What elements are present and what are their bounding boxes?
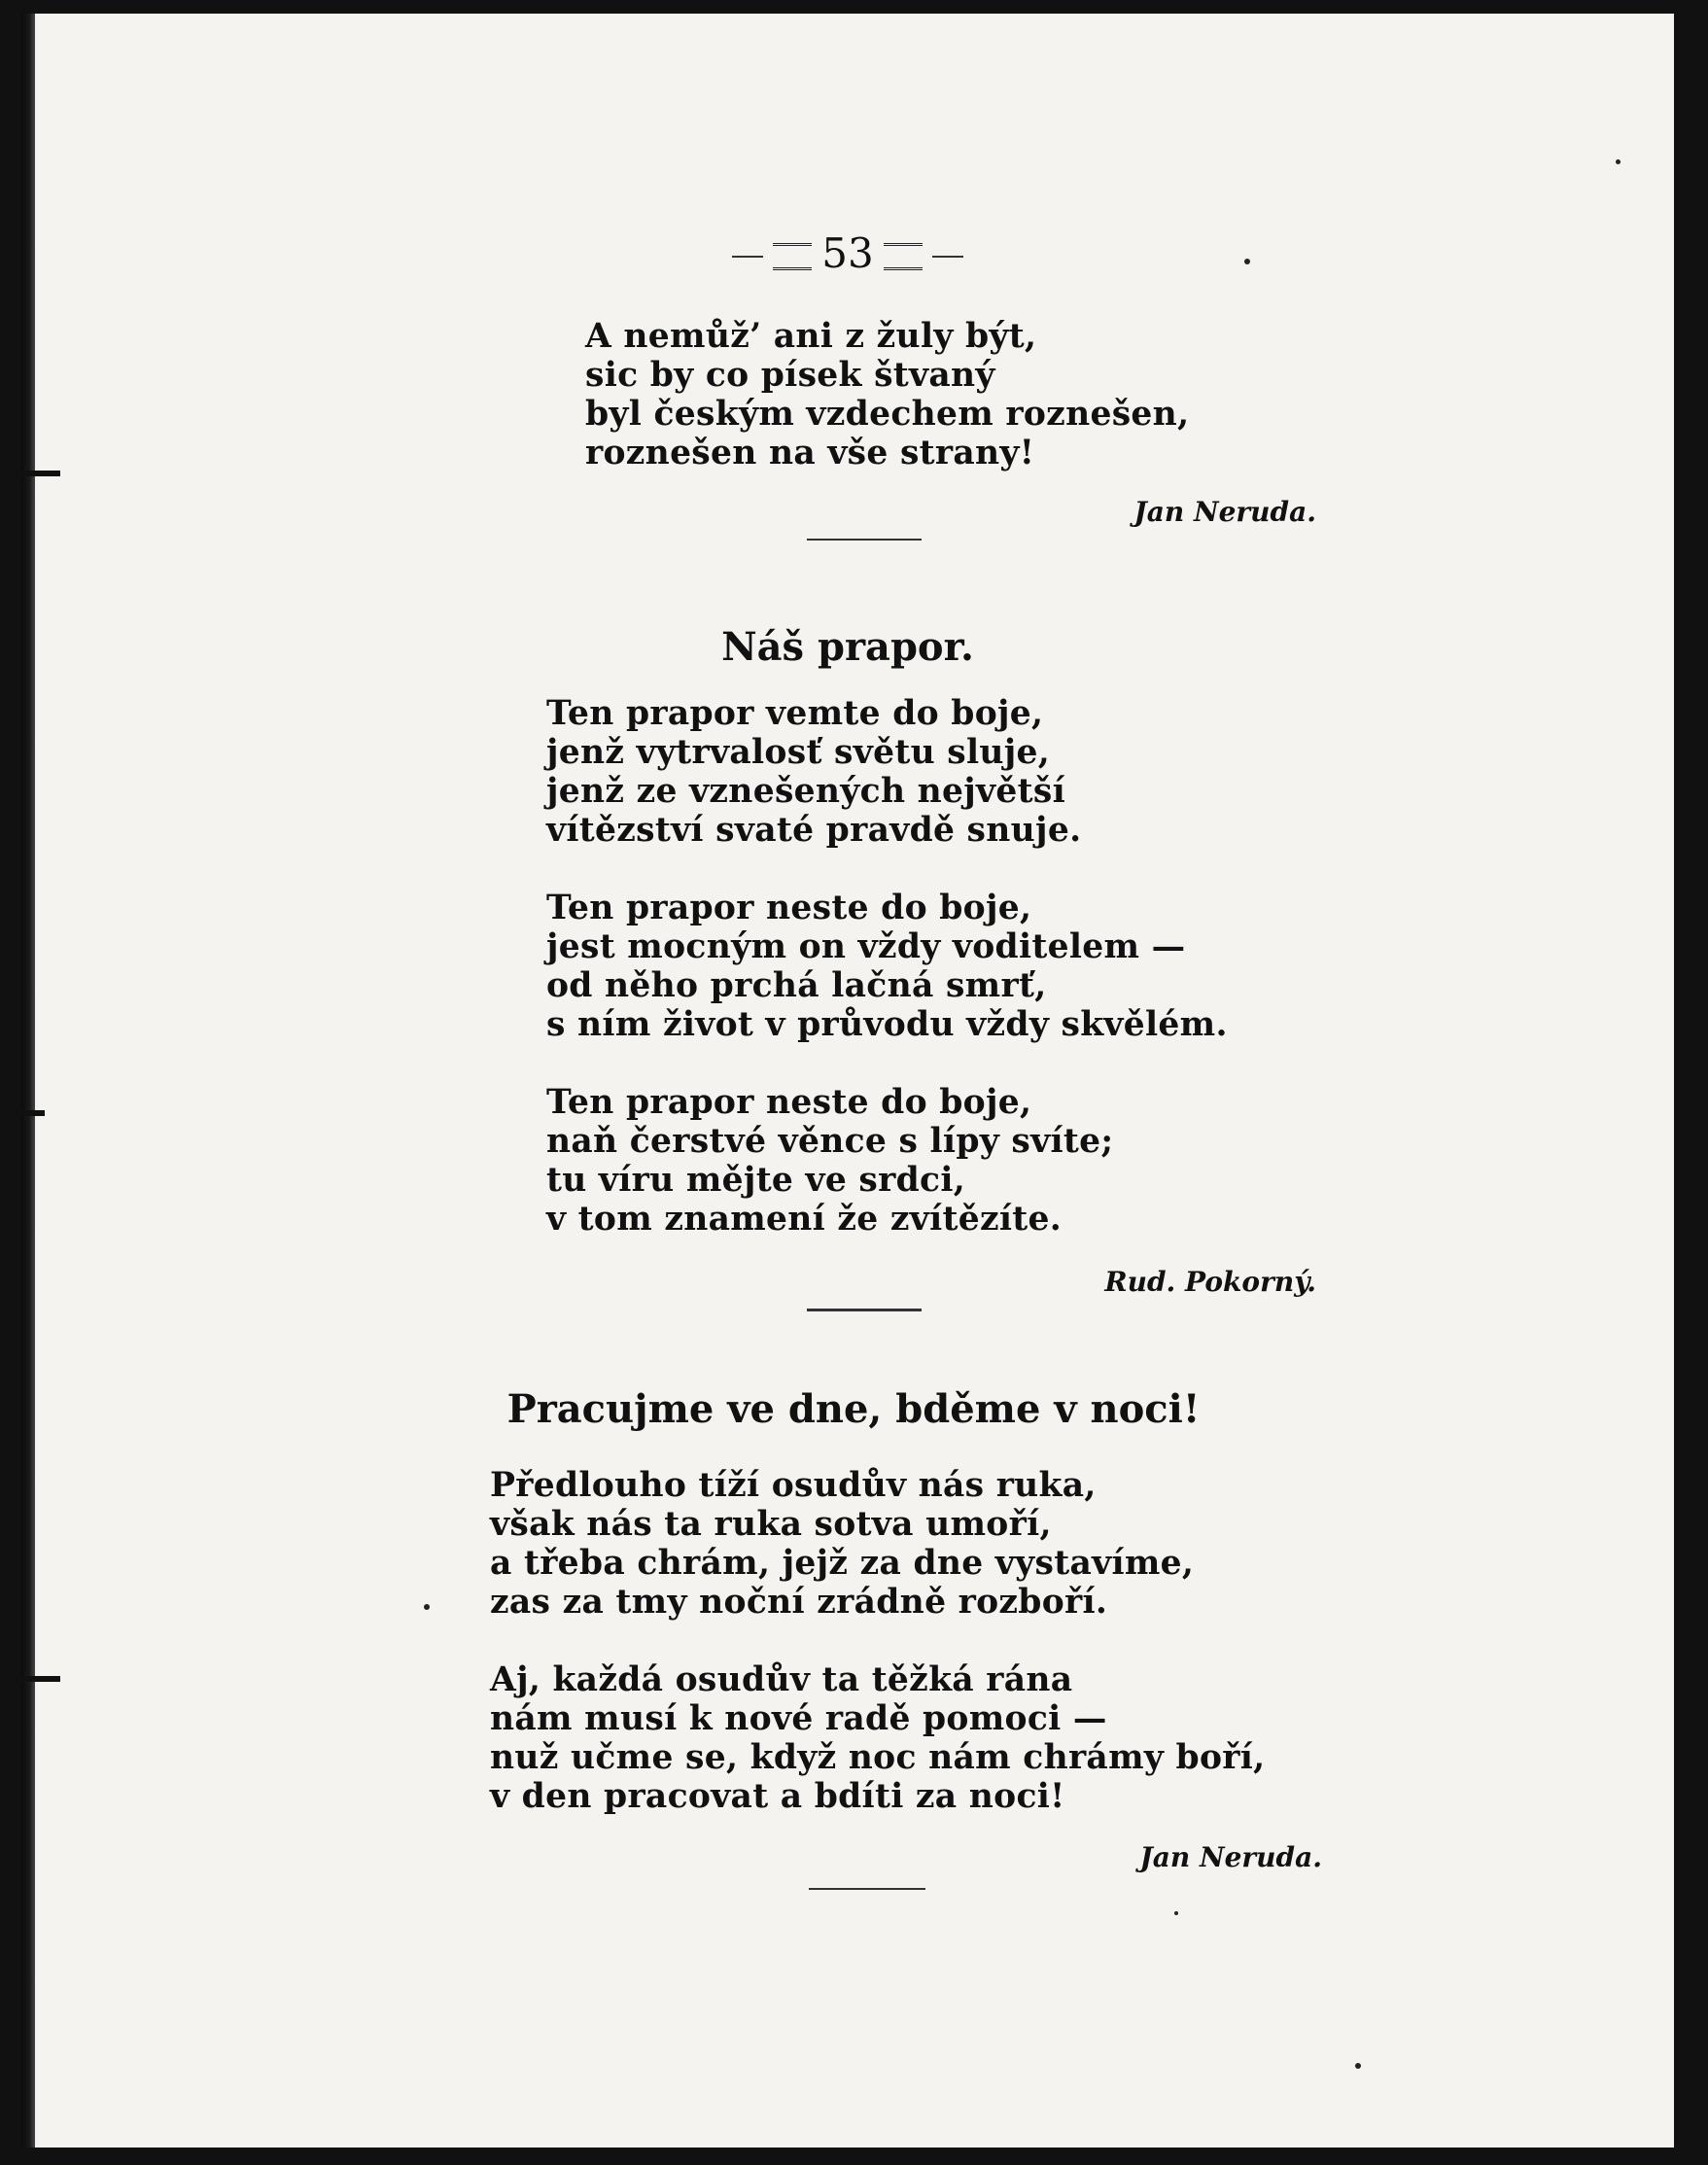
section-rule: [807, 539, 922, 541]
poem-title: Náš prapor.: [721, 624, 974, 670]
verse-line: Aj, každá osudův ta těžká rána: [490, 1660, 1073, 1699]
stanza: [546, 1083, 1113, 1239]
section-rule: [807, 1309, 922, 1311]
folio-dash: [932, 256, 963, 258]
continuation-stanza: [585, 317, 1189, 472]
verse-line: naň čerstvé věnce s lípy svíte;: [546, 1122, 1114, 1161]
verse-line: jest mocným on vždy voditelem —: [546, 927, 1186, 966]
verse-line: jenž vytrvalosť světu sluje,: [546, 733, 1051, 772]
stanza: [546, 694, 1081, 850]
ink-speck: [1355, 2063, 1361, 2069]
verse-line: byl českým vzdechem roznešen,: [585, 395, 1190, 434]
poem-title: Pracujme ve dne, bděme v noci!: [506, 1386, 1201, 1432]
verse-line: Předlouho tíží osudův nás ruka,: [490, 1466, 1097, 1505]
stanza: [546, 889, 1228, 1044]
author-signature: Rud. Pokorný.: [1104, 1266, 1316, 1298]
ornament-left: [773, 243, 812, 270]
verse-line: v den pracovat a bdíti za noci!: [490, 1777, 1065, 1816]
ornament-right: [884, 243, 923, 270]
book-spine: [21, 14, 35, 2148]
verse-line: Ten prapor neste do boje,: [546, 1083, 1032, 1122]
verse-line: sic by co písek štvaný: [585, 356, 995, 395]
binding-mark: [21, 1676, 60, 1682]
ink-speck: [1174, 1911, 1178, 1915]
verse-line: roznešen na vše strany!: [585, 434, 1035, 472]
verse-line: zas za tmy noční zrádně rozboří.: [490, 1583, 1108, 1622]
verse-line: jenž ze vznešených největší: [546, 772, 1066, 811]
stanza: [490, 1660, 1265, 1816]
verse-line: nuž učme se, když noc nám chrámy boří,: [490, 1738, 1266, 1777]
verse-line: Ten prapor vemte do boje,: [546, 694, 1044, 733]
verse-line: a třeba chrám, jejž za dne vystavíme,: [490, 1544, 1195, 1583]
binding-mark: [21, 471, 60, 476]
author-signature: Jan Neruda.: [1139, 1841, 1322, 1873]
verse-line: Ten prapor neste do boje,: [546, 889, 1032, 927]
verse-line: v tom znamení že zvítězíte.: [546, 1200, 1063, 1239]
ink-speck: [1616, 159, 1621, 164]
verse-line: nám musí k nové radě pomoci —: [490, 1699, 1107, 1738]
ink-speck: [1244, 259, 1250, 264]
stanza: [490, 1466, 1194, 1622]
page-number: 53: [21, 229, 1674, 277]
verse-line: s ním život v průvodu vždy skvělém.: [546, 1005, 1228, 1044]
section-rule: [809, 1888, 925, 1890]
folio-dash: [732, 256, 763, 258]
binding-mark: [21, 1110, 45, 1116]
verse-line: vítězství svaté pravdě snuje.: [546, 811, 1082, 850]
ink-speck: [424, 1604, 430, 1610]
verse-line: však nás ta ruka sotva umoří,: [490, 1505, 1052, 1544]
verse-line: tu víru mějte ve srdci,: [546, 1161, 966, 1200]
verse-line: A nemůž’ ani z žuly být,: [585, 317, 1037, 356]
author-signature: Jan Neruda.: [1133, 496, 1316, 528]
book-page: [21, 14, 1674, 2148]
verse-line: od něho prchá lačná smrť,: [546, 966, 1047, 1005]
